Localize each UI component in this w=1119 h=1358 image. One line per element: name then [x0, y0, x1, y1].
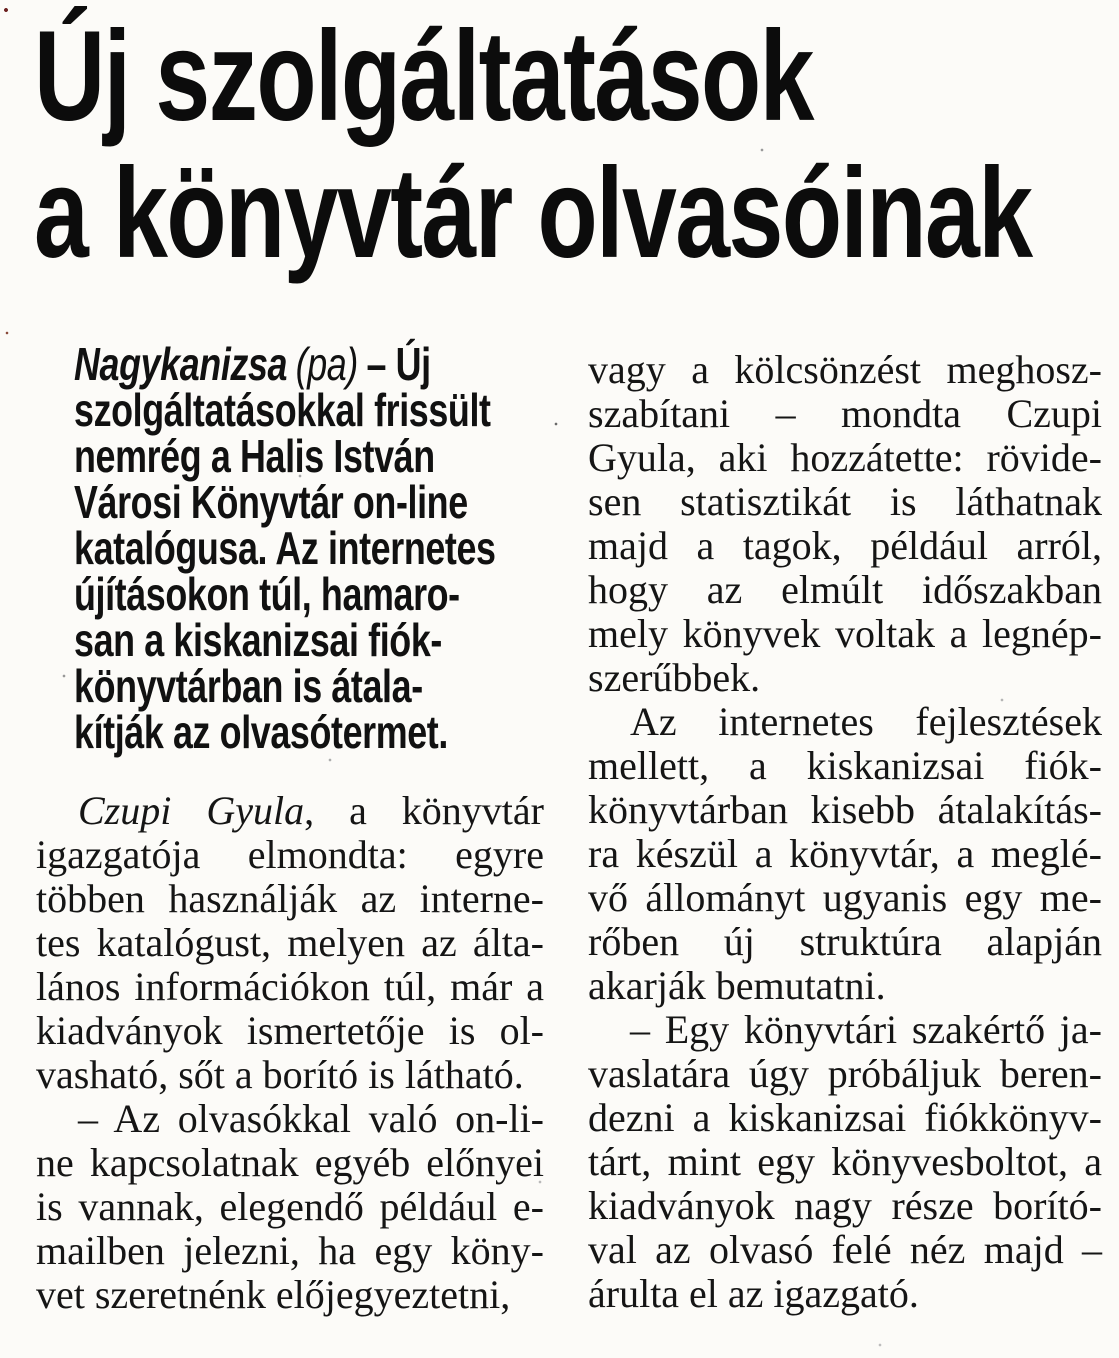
lead-first-line [74, 338, 542, 390]
person-name-italic: Czupi Gyula [78, 788, 305, 833]
text-line: san a kiskanizsai fiók- [74, 614, 442, 666]
first-line-rest: , a könyvtár [304, 788, 544, 833]
dateline-location: Nagykanizsa [74, 338, 288, 390]
text-line: tes katalógust, melyen az álta- [36, 920, 544, 965]
lead-paragraph [74, 338, 542, 758]
body-first-line [36, 789, 544, 833]
text-line: kiadványok nagy része borító- [588, 1183, 1102, 1228]
paragraph-czupi-gyula [36, 789, 544, 1097]
text-line: lános információkon túl, már a [36, 964, 544, 1009]
paragraph-szakerto [588, 1008, 1102, 1316]
text-line: – Az olvasókkal való on-li- [78, 1096, 544, 1141]
text-line: kiadványok ismertetője is ol- [36, 1008, 544, 1053]
text-line: vet szeretnénk előjegyeztetni, [36, 1272, 511, 1317]
paragraph-fejlesztesek [588, 700, 1102, 1008]
lead-first-line-rest: – Új [366, 338, 431, 390]
paragraph-kolcsonzes [588, 348, 1102, 700]
text-line: mellett, a kiskanizsai fiók- [588, 743, 1102, 788]
text-line: többen használják az interne- [36, 876, 544, 921]
text-line: tárt, mint egy könyvesboltot, a [588, 1139, 1102, 1184]
text-line: mely könyvek voltak a legnép- [588, 611, 1102, 656]
text-line: újításokon túl, hamaro- [74, 568, 460, 620]
text-line: kítják az olvasótermet. [74, 706, 448, 758]
text-line: vasható, sőt a borító is látható. [36, 1052, 524, 1097]
paragraph-olvasokkal [36, 1097, 544, 1317]
article-headline [34, 5, 1119, 285]
paragraph-lines [36, 833, 544, 1097]
text-line: ne kapcsolatnak egyéb előnyei [36, 1140, 544, 1185]
text-line: ra készül a könyvtár, a meglé- [588, 831, 1102, 876]
text-line: könyvtárban kisebb átalakítás- [588, 787, 1102, 832]
text-line: – Egy könyvtári szakértő ja- [630, 1007, 1102, 1052]
text-line: szabítani – mondta Czupi [588, 391, 1102, 436]
text-line: nemrég a Halis István [74, 430, 435, 482]
text-line: rőben új struktúra alapján [588, 919, 1102, 964]
text-line: vaslatára úgy próbáljuk beren- [588, 1051, 1102, 1096]
byline-credit: (pa) [295, 338, 358, 390]
text-line: val az olvasó felé néz majd – [588, 1227, 1102, 1272]
right-column [588, 348, 1102, 1316]
text-line: hogy az elmúlt időszakban [588, 567, 1102, 612]
text-line: dezni a kiskanizsai fiókkönyv- [588, 1095, 1102, 1140]
text-line: is vannak, elegendő például e- [36, 1184, 544, 1229]
text-line: Az internetes fejlesztések [630, 699, 1102, 744]
text-line: árulta el az igazgató. [588, 1271, 919, 1316]
text-line: Gyula, aki hozzátette: rövide- [588, 435, 1102, 480]
text-line: sen statisztikát is láthatnak [588, 479, 1102, 524]
text-line: akarják bemutatni. [588, 963, 886, 1008]
text-line: majd a tagok, például arról, [588, 523, 1102, 568]
lead-lines [74, 384, 542, 758]
text-line: igazgatója elmondta: egyre [36, 832, 544, 877]
text-line: Városi Könyvtár on-line [74, 476, 468, 528]
text-line: mailben jelezni, ha egy köny- [36, 1228, 544, 1273]
text-line: vő állományt ugyanis egy me- [588, 875, 1102, 920]
text-line: szerűbbek. [588, 655, 761, 700]
left-column [36, 789, 544, 1317]
text-line: szolgáltatásokkal frissült [74, 384, 491, 436]
headline-line-1: Új szolgáltatások [34, 5, 813, 148]
text-line: katalógusa. Az internetes [74, 522, 496, 574]
headline-line-2: a könyvtár olvasóinak [34, 142, 1032, 285]
text-line: vagy a kölcsönzést meghosz- [588, 347, 1102, 392]
text-line: könyvtárban is átala- [74, 660, 423, 712]
